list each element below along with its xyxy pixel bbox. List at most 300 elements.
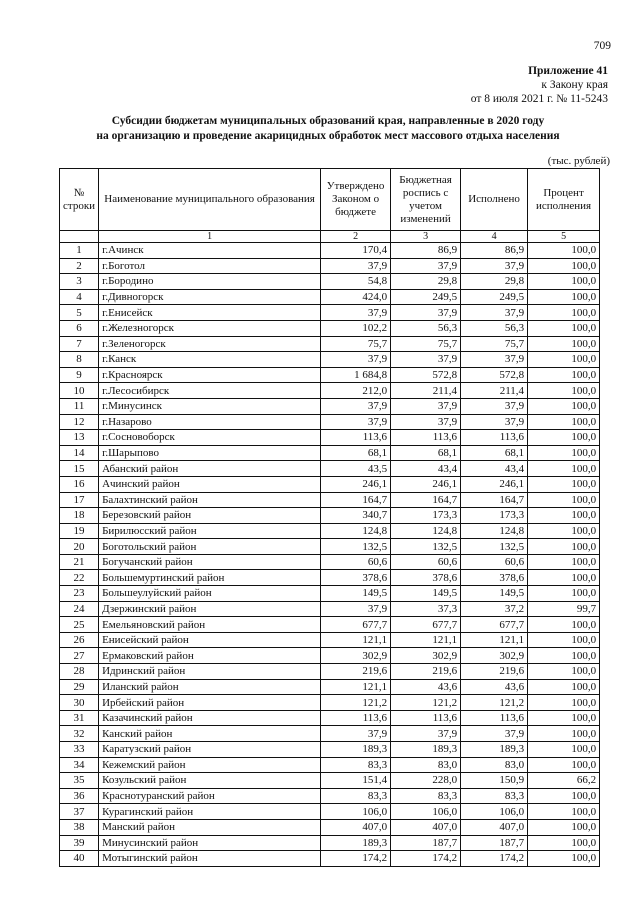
executed-value: 211,4 — [461, 383, 528, 399]
approved-value: 132,5 — [321, 539, 391, 555]
executed-value: 37,9 — [461, 726, 528, 742]
execution-percent: 100,0 — [528, 320, 600, 336]
executed-value: 407,0 — [461, 819, 528, 835]
column-number-row — [60, 231, 600, 243]
table-row — [60, 258, 600, 274]
executed-value: 121,2 — [461, 695, 528, 711]
executed-value: 164,7 — [461, 492, 528, 508]
column-number: 5 — [528, 231, 600, 243]
execution-percent: 100,0 — [528, 352, 600, 368]
approved-value: 174,2 — [321, 851, 391, 867]
execution-percent: 100,0 — [528, 367, 600, 383]
municipality-name: Курагинский район — [99, 804, 321, 820]
row-number: 35 — [60, 773, 99, 789]
budget-schedule-value: 187,7 — [391, 835, 461, 851]
table-row — [60, 430, 600, 446]
executed-value: 29,8 — [461, 274, 528, 290]
municipality-name: Ермаковский район — [99, 648, 321, 664]
budget-schedule-value: 211,4 — [391, 383, 461, 399]
approved-value: 189,3 — [321, 742, 391, 758]
execution-percent: 100,0 — [528, 710, 600, 726]
budget-schedule-value: 246,1 — [391, 476, 461, 492]
execution-percent: 100,0 — [528, 289, 600, 305]
row-number: 15 — [60, 461, 99, 477]
approved-value: 68,1 — [321, 445, 391, 461]
table-row — [60, 632, 600, 648]
row-number: 11 — [60, 398, 99, 414]
municipality-name: Ачинский район — [99, 476, 321, 492]
executed-value: 187,7 — [461, 835, 528, 851]
execution-percent: 100,0 — [528, 414, 600, 430]
execution-percent: 100,0 — [528, 523, 600, 539]
budget-schedule-value: 37,9 — [391, 352, 461, 368]
row-number: 1 — [60, 243, 99, 259]
municipality-name: г.Бородино — [99, 274, 321, 290]
municipality-name: г.Зеленогорск — [99, 336, 321, 352]
table-row — [60, 851, 600, 867]
budget-schedule-value: 56,3 — [391, 320, 461, 336]
table-row — [60, 601, 600, 617]
execution-percent: 100,0 — [528, 586, 600, 602]
execution-percent: 100,0 — [528, 664, 600, 680]
row-number: 29 — [60, 679, 99, 695]
executed-value: 149,5 — [461, 586, 528, 602]
execution-percent: 100,0 — [528, 258, 600, 274]
table-row — [60, 710, 600, 726]
row-number: 27 — [60, 648, 99, 664]
table-row — [60, 305, 600, 321]
budget-schedule-value: 43,6 — [391, 679, 461, 695]
execution-percent: 100,0 — [528, 570, 600, 586]
column-number: 4 — [461, 231, 528, 243]
executed-value: 173,3 — [461, 508, 528, 524]
budget-schedule-value: 121,2 — [391, 695, 461, 711]
row-number: 8 — [60, 352, 99, 368]
budget-schedule-value: 219,6 — [391, 664, 461, 680]
municipality-name: г.Енисейск — [99, 305, 321, 321]
execution-percent: 100,0 — [528, 648, 600, 664]
execution-percent: 100,0 — [528, 274, 600, 290]
municipality-name: Идринский район — [99, 664, 321, 680]
row-number: 22 — [60, 570, 99, 586]
executed-value: 86,9 — [461, 243, 528, 259]
approved-value: 170,4 — [321, 243, 391, 259]
header-row-number: № строки — [60, 169, 99, 231]
units-label: (тыс. рублей) — [547, 155, 610, 167]
approved-value: 43,5 — [321, 461, 391, 477]
executed-value: 60,6 — [461, 554, 528, 570]
approved-value: 246,1 — [321, 476, 391, 492]
table-row — [60, 274, 600, 290]
document-title — [40, 114, 616, 144]
executed-value: 83,0 — [461, 757, 528, 773]
executed-value: 83,3 — [461, 788, 528, 804]
table-row — [60, 336, 600, 352]
approved-value: 1 684,8 — [321, 367, 391, 383]
executed-value: 37,9 — [461, 398, 528, 414]
execution-percent: 100,0 — [528, 305, 600, 321]
row-number: 30 — [60, 695, 99, 711]
municipality-name: Бирилюсский район — [99, 523, 321, 539]
executed-value: 121,1 — [461, 632, 528, 648]
row-number: 16 — [60, 476, 99, 492]
executed-value: 37,9 — [461, 352, 528, 368]
annex-title: Приложение 41 — [528, 65, 608, 77]
approved-value: 83,3 — [321, 788, 391, 804]
budget-schedule-value: 37,9 — [391, 398, 461, 414]
executed-value: 246,1 — [461, 476, 528, 492]
municipality-name: г.Шарыпово — [99, 445, 321, 461]
column-number: 1 — [99, 231, 321, 243]
row-number: 31 — [60, 710, 99, 726]
executed-value: 75,7 — [461, 336, 528, 352]
row-number: 2 — [60, 258, 99, 274]
budget-schedule-value: 228,0 — [391, 773, 461, 789]
budget-schedule-value: 407,0 — [391, 819, 461, 835]
municipality-name: Казачинский район — [99, 710, 321, 726]
row-number: 6 — [60, 320, 99, 336]
table-row — [60, 476, 600, 492]
municipality-name: Большемуртинский район — [99, 570, 321, 586]
budget-schedule-value: 43,4 — [391, 461, 461, 477]
table-header-row — [60, 169, 600, 231]
table-row — [60, 742, 600, 758]
executed-value: 113,6 — [461, 430, 528, 446]
municipality-name: Емельяновский район — [99, 617, 321, 633]
execution-percent: 100,0 — [528, 445, 600, 461]
execution-percent: 100,0 — [528, 726, 600, 742]
executed-value: 189,3 — [461, 742, 528, 758]
budget-schedule-value: 378,6 — [391, 570, 461, 586]
row-number: 32 — [60, 726, 99, 742]
approved-value: 302,9 — [321, 648, 391, 664]
budget-schedule-value: 83,0 — [391, 757, 461, 773]
execution-percent: 100,0 — [528, 243, 600, 259]
approved-value: 677,7 — [321, 617, 391, 633]
approved-value: 102,2 — [321, 320, 391, 336]
executed-value: 378,6 — [461, 570, 528, 586]
row-number: 5 — [60, 305, 99, 321]
table-row — [60, 523, 600, 539]
budget-schedule-value: 174,2 — [391, 851, 461, 867]
executed-value: 302,9 — [461, 648, 528, 664]
table-row — [60, 539, 600, 555]
execution-percent: 100,0 — [528, 695, 600, 711]
approved-value: 121,1 — [321, 679, 391, 695]
execution-percent: 66,2 — [528, 773, 600, 789]
approved-value: 164,7 — [321, 492, 391, 508]
table-row — [60, 445, 600, 461]
budget-schedule-value: 572,8 — [391, 367, 461, 383]
execution-percent: 100,0 — [528, 398, 600, 414]
column-number: 3 — [391, 231, 461, 243]
approved-value: 189,3 — [321, 835, 391, 851]
table-row — [60, 648, 600, 664]
annex-line-2: от 8 июля 2021 г. № 11-5243 — [470, 93, 608, 105]
budget-schedule-value: 132,5 — [391, 539, 461, 555]
budget-schedule-value: 106,0 — [391, 804, 461, 820]
row-number: 3 — [60, 274, 99, 290]
row-number: 40 — [60, 851, 99, 867]
execution-percent: 100,0 — [528, 508, 600, 524]
row-number: 10 — [60, 383, 99, 399]
table-row — [60, 819, 600, 835]
row-number: 20 — [60, 539, 99, 555]
row-number: 18 — [60, 508, 99, 524]
approved-value: 37,9 — [321, 352, 391, 368]
table-row — [60, 586, 600, 602]
execution-percent: 100,0 — [528, 430, 600, 446]
approved-value: 219,6 — [321, 664, 391, 680]
approved-value: 37,9 — [321, 398, 391, 414]
executed-value: 124,8 — [461, 523, 528, 539]
budget-schedule-value: 68,1 — [391, 445, 461, 461]
column-number: 2 — [321, 231, 391, 243]
annex-line-1: к Закону края — [541, 79, 608, 91]
row-number: 17 — [60, 492, 99, 508]
execution-percent: 100,0 — [528, 788, 600, 804]
budget-schedule-value: 37,9 — [391, 414, 461, 430]
approved-value: 151,4 — [321, 773, 391, 789]
table-row — [60, 554, 600, 570]
budget-schedule-value: 86,9 — [391, 243, 461, 259]
table-row — [60, 367, 600, 383]
executed-value: 37,9 — [461, 258, 528, 274]
execution-percent: 100,0 — [528, 492, 600, 508]
executed-value: 219,6 — [461, 664, 528, 680]
approved-value: 75,7 — [321, 336, 391, 352]
header-approved: Утверждено Законом о бюджете — [321, 169, 391, 231]
row-number: 23 — [60, 586, 99, 602]
table-row — [60, 243, 600, 259]
municipality-name: Ирбейский район — [99, 695, 321, 711]
approved-value: 37,9 — [321, 305, 391, 321]
table-row — [60, 757, 600, 773]
row-number: 36 — [60, 788, 99, 804]
approved-value: 121,1 — [321, 632, 391, 648]
page-number: 709 — [593, 40, 611, 52]
table-row — [60, 352, 600, 368]
approved-value: 124,8 — [321, 523, 391, 539]
table-row — [60, 679, 600, 695]
approved-value: 113,6 — [321, 710, 391, 726]
approved-value: 149,5 — [321, 586, 391, 602]
row-number: 26 — [60, 632, 99, 648]
budget-schedule-value: 173,3 — [391, 508, 461, 524]
table-row — [60, 508, 600, 524]
column-number — [60, 231, 99, 243]
table-row — [60, 289, 600, 305]
executed-value: 677,7 — [461, 617, 528, 633]
approved-value: 113,6 — [321, 430, 391, 446]
municipality-name: г.Железногорск — [99, 320, 321, 336]
budget-schedule-value: 124,8 — [391, 523, 461, 539]
table-row — [60, 492, 600, 508]
approved-value: 121,2 — [321, 695, 391, 711]
budget-schedule-value: 37,3 — [391, 601, 461, 617]
row-number: 34 — [60, 757, 99, 773]
executed-value: 132,5 — [461, 539, 528, 555]
executed-value: 68,1 — [461, 445, 528, 461]
table-row — [60, 320, 600, 336]
table-body — [60, 243, 600, 867]
municipality-name: г.Минусинск — [99, 398, 321, 414]
approved-value: 378,6 — [321, 570, 391, 586]
table-row — [60, 726, 600, 742]
executed-value: 37,2 — [461, 601, 528, 617]
row-number: 12 — [60, 414, 99, 430]
municipality-name: Большеулуйский район — [99, 586, 321, 602]
municipality-name: г.Боготол — [99, 258, 321, 274]
execution-percent: 100,0 — [528, 554, 600, 570]
header-municipality-name: Наименование муниципального образования — [99, 169, 321, 231]
row-number: 37 — [60, 804, 99, 820]
row-number: 24 — [60, 601, 99, 617]
execution-percent: 100,0 — [528, 804, 600, 820]
table-row — [60, 617, 600, 633]
approved-value: 37,9 — [321, 258, 391, 274]
executed-value: 150,9 — [461, 773, 528, 789]
municipality-name: Канский район — [99, 726, 321, 742]
budget-schedule-value: 677,7 — [391, 617, 461, 633]
municipality-name: Мотыгинский район — [99, 851, 321, 867]
executed-value: 113,6 — [461, 710, 528, 726]
row-number: 7 — [60, 336, 99, 352]
municipality-name: Боготольский район — [99, 539, 321, 555]
table-row — [60, 804, 600, 820]
budget-schedule-value: 149,5 — [391, 586, 461, 602]
approved-value: 54,8 — [321, 274, 391, 290]
executed-value: 37,9 — [461, 414, 528, 430]
municipality-name: Енисейский район — [99, 632, 321, 648]
municipality-name: Балахтинский район — [99, 492, 321, 508]
row-number: 38 — [60, 819, 99, 835]
row-number: 33 — [60, 742, 99, 758]
budget-schedule-value: 121,1 — [391, 632, 461, 648]
municipality-name: Минусинский район — [99, 835, 321, 851]
execution-percent: 100,0 — [528, 476, 600, 492]
subsidy-table — [59, 168, 600, 867]
executed-value: 106,0 — [461, 804, 528, 820]
execution-percent: 100,0 — [528, 851, 600, 867]
table-row — [60, 570, 600, 586]
table-row — [60, 773, 600, 789]
table-row — [60, 383, 600, 399]
executed-value: 43,6 — [461, 679, 528, 695]
execution-percent: 100,0 — [528, 461, 600, 477]
approved-value: 106,0 — [321, 804, 391, 820]
municipality-name: Богучанский район — [99, 554, 321, 570]
header-execution-percent: Процент исполнения — [528, 169, 600, 231]
executed-value: 37,9 — [461, 305, 528, 321]
municipality-name: г.Канск — [99, 352, 321, 368]
budget-schedule-value: 75,7 — [391, 336, 461, 352]
budget-schedule-value: 37,9 — [391, 305, 461, 321]
row-number: 13 — [60, 430, 99, 446]
approved-value: 37,9 — [321, 601, 391, 617]
municipality-name: Абанский район — [99, 461, 321, 477]
execution-percent: 100,0 — [528, 632, 600, 648]
row-number: 14 — [60, 445, 99, 461]
document-title-line-1: Субсидии бюджетам муниципальных образований края, направленные в 2020 году — [111, 115, 545, 127]
row-number: 19 — [60, 523, 99, 539]
execution-percent: 100,0 — [528, 539, 600, 555]
execution-percent: 100,0 — [528, 835, 600, 851]
budget-schedule-value: 37,9 — [391, 726, 461, 742]
table-row — [60, 835, 600, 851]
municipality-name: Кежемский район — [99, 757, 321, 773]
execution-percent: 100,0 — [528, 757, 600, 773]
municipality-name: г.Сосновоборск — [99, 430, 321, 446]
municipality-name: Манский район — [99, 819, 321, 835]
table-row — [60, 414, 600, 430]
table-row — [60, 398, 600, 414]
table-row — [60, 695, 600, 711]
approved-value: 60,6 — [321, 554, 391, 570]
municipality-name: Краснотуранский район — [99, 788, 321, 804]
approved-value: 83,3 — [321, 757, 391, 773]
execution-percent: 100,0 — [528, 383, 600, 399]
budget-schedule-value: 249,5 — [391, 289, 461, 305]
document-title-line-2: на организацию и проведение акарицидных обработок мест массового отдыха населения — [96, 130, 560, 142]
header-executed: Исполнено — [461, 169, 528, 231]
budget-schedule-value: 37,9 — [391, 258, 461, 274]
municipality-name: Иланский район — [99, 679, 321, 695]
execution-percent: 100,0 — [528, 336, 600, 352]
municipality-name: Дзержинский район — [99, 601, 321, 617]
budget-schedule-value: 60,6 — [391, 554, 461, 570]
approved-value: 407,0 — [321, 819, 391, 835]
row-number: 4 — [60, 289, 99, 305]
budget-schedule-value: 83,3 — [391, 788, 461, 804]
row-number: 21 — [60, 554, 99, 570]
row-number: 28 — [60, 664, 99, 680]
approved-value: 212,0 — [321, 383, 391, 399]
header-budget-schedule: Бюджетная роспись с учетом изменений — [391, 169, 461, 231]
municipality-name: г.Лесосибирск — [99, 383, 321, 399]
execution-percent: 99,7 — [528, 601, 600, 617]
municipality-name: г.Дивногорск — [99, 289, 321, 305]
municipality-name: Березовский район — [99, 508, 321, 524]
execution-percent: 100,0 — [528, 679, 600, 695]
execution-percent: 100,0 — [528, 742, 600, 758]
budget-schedule-value: 164,7 — [391, 492, 461, 508]
table-row — [60, 788, 600, 804]
row-number: 9 — [60, 367, 99, 383]
table-row — [60, 461, 600, 477]
approved-value: 37,9 — [321, 726, 391, 742]
budget-schedule-value: 113,6 — [391, 710, 461, 726]
budget-schedule-value: 113,6 — [391, 430, 461, 446]
table-row — [60, 664, 600, 680]
municipality-name: Каратузский район — [99, 742, 321, 758]
annex-block — [471, 64, 608, 106]
municipality-name: г.Красноярск — [99, 367, 321, 383]
execution-percent: 100,0 — [528, 617, 600, 633]
municipality-name: г.Назарово — [99, 414, 321, 430]
budget-schedule-value: 302,9 — [391, 648, 461, 664]
municipality-name: г.Ачинск — [99, 243, 321, 259]
executed-value: 43,4 — [461, 461, 528, 477]
executed-value: 174,2 — [461, 851, 528, 867]
row-number: 25 — [60, 617, 99, 633]
approved-value: 37,9 — [321, 414, 391, 430]
approved-value: 424,0 — [321, 289, 391, 305]
approved-value: 340,7 — [321, 508, 391, 524]
budget-schedule-value: 189,3 — [391, 742, 461, 758]
row-number: 39 — [60, 835, 99, 851]
budget-schedule-value: 29,8 — [391, 274, 461, 290]
